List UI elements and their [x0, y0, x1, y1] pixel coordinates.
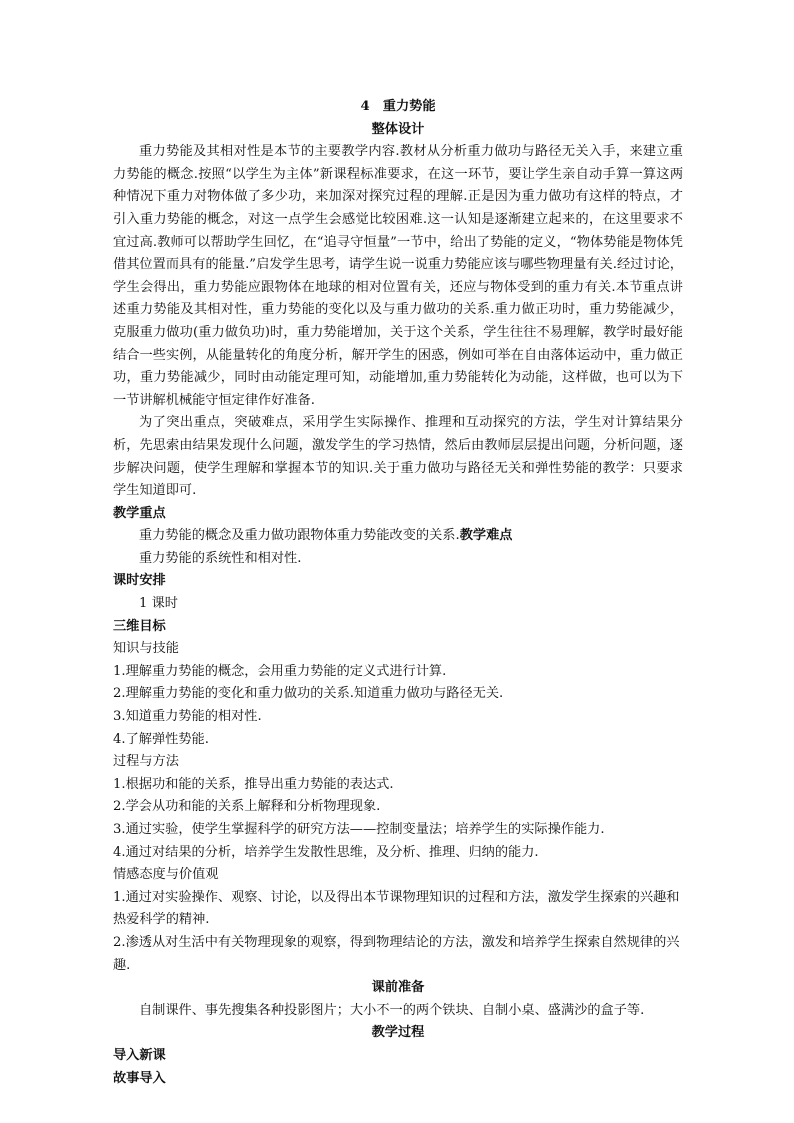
- document-title: 4 重力势能: [360, 99, 436, 114]
- objective-item: 3.知道重力势能的相对性.: [113, 709, 262, 725]
- objective-group-title: 情感态度与价值观: [113, 867, 219, 883]
- process-heading: 教学过程: [371, 1025, 425, 1041]
- schedule-text: 1 课时: [139, 596, 178, 612]
- difficult-points-heading: 教学难点: [459, 528, 513, 544]
- objective-item: 1.根据功和能的关系，推导出重力势能的表达式.: [113, 776, 394, 792]
- preparation-text: 自制课件、事先搜集各种投影图片；大小不一的两个铁块、自制小桌、盛满沙的盒子等.: [139, 1002, 645, 1018]
- schedule-heading: 课时安排: [113, 573, 166, 589]
- difficult-points-text: 重力势能的系统性和相对性.: [139, 550, 302, 566]
- process-subheading-story: 故事导入: [113, 1070, 166, 1086]
- objective-item: 4.了解弹性势能.: [113, 731, 209, 747]
- overall-design-heading: 整体设计: [371, 121, 425, 137]
- overall-design-paragraph-1: 重力势能及其相对性是本节的主要教学内容.教材从分析重力做功与路径无关入手，来建立重力势能的概念.按照“以学生为主体”新课程标准要求，在这一环节，要让学生亲自动手算一算这两种情况下重力对物体做了多少功，来加深对探究过程的理解.正是因为重力做功有这样的特点，才引入重力势能的概念，对这一点学生会感觉比较困难.这一认知是逐渐建立起来的，在这里要求不宜过高.教师可以帮助学生回忆，在“追寻守恒量”一节中，给出了势能的定义，“物体势能是物体凭借其位置而具有的能量.”启发学生思考，请学生说一说重力势能应该与哪些物理量有关.经过讨论，学生会得出，重力势能应跟物体在地球的相对位置有关，还应与物体受到的重力有关.本节重点讲述重力势能及其相对性，重力势能的变化以及与重力做功的关系.重力做正功时，重力势能减少，克服重力做功(重力做负功)时，重力势能增加，关于这个关系，学生往往不易理解，教学时最好能结合一些实例，从能量转化的角度分析，解开学生的困惑，例如可举在自由落体运动中，重力做正功，重力势能减少，同时由动能定理可知，动能增加,重力势能转化为动能，这样做，也可以为下一节讲解机械能守恒定律作好准备.: [113, 144, 683, 408]
- process-subheading-intro: 导入新课: [113, 1047, 166, 1063]
- objective-item: 1.通过对实验操作、观察、讨论，以及得出本节课物理知识的过程和方法，激发学生探索的兴趣和热爱科学的精神.: [113, 889, 680, 928]
- document-page: [113, 96, 683, 1090]
- preparation-heading: 课前准备: [371, 980, 425, 996]
- objective-group-title: 过程与方法: [113, 754, 179, 770]
- overall-design-paragraph-2: 为了突出重点，突破难点，采用学生实际操作、推理和互动探究的方法，学生对计算结果分析，先思索由结果发现什么问题，激发学生的学习热情，然后由教师层层提出问题，分析问题，逐步解决问题，使学生理解和掌握本节的知识.关于重力做功与路径无关和弹性势能的教学：只要求学生知道即可.: [113, 415, 683, 499]
- objective-item: 2.理解重力势能的变化和重力做功的关系.知道重力做功与路径无关.: [113, 686, 504, 702]
- objective-group-title: 知识与技能: [113, 641, 179, 657]
- objective-item: 1.理解重力势能的概念，会用重力势能的定义式进行计算.: [113, 663, 447, 679]
- key-points-text: 重力势能的概念及重力做功跟物体重力势能改变的关系.: [139, 528, 460, 544]
- key-points-heading: 教学重点: [113, 505, 166, 521]
- key-points-line: [113, 525, 683, 548]
- objectives-heading: 三维目标: [113, 618, 166, 634]
- objective-item: 3.通过实验，使学生掌握科学的研究方法——控制变量法；培养学生的实际操作能力.: [113, 822, 605, 837]
- objective-item: 2.学会从功和能的关系上解释和分析物理现象.: [113, 799, 381, 815]
- objective-item: 2.渗透从对生活中有关物理现象的观察，得到物理结论的方法，激发和培养学生探索自然规律的兴趣.: [113, 934, 680, 973]
- objective-item: 4.通过对结果的分析，培养学生发散性思维，及分析、推理、归纳的能力.: [113, 844, 539, 860]
